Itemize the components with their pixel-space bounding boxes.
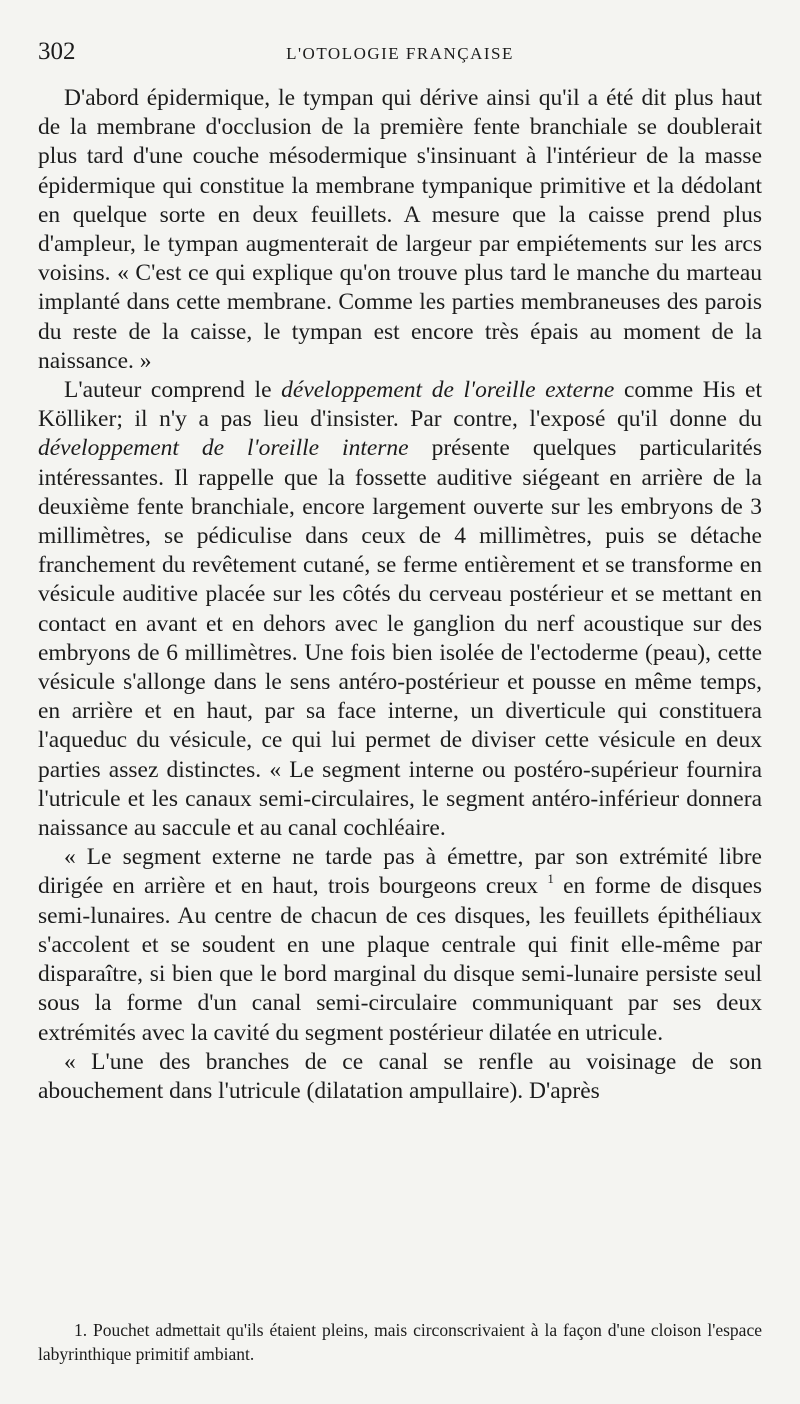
text-run: en forme de disques semi-lunaires. Au centre de chacun de ces disques, les feuillets épithéliaux s'accolent et se soudent en une plaque centrale qui finit elle-même par disparaître, si bien que le bord marginal du disque semi-lunaire persiste seul sous la forme d'un canal semi-circulaire communiquant par ses deux extrémités avec la cavité du segment postérieur dilatée en utricule. bbox=[38, 873, 762, 1046]
text-run: L'auteur comprend le bbox=[64, 377, 282, 404]
text-run: présente quelques particularités intéressantes. Il rappelle que la fossette auditive siégeant en arrière de la deuxième fente branchiale, encore largement ouverte sur les embryons de 3 millimètres, se pédiculise dans ceux de 4 millimètres, puis se détache franchement du revêtement cutané, se ferme entièrement et se transforme en vésicule auditive placée sur les côtés du cerveau postérieur et se mettant en contact en avant et en dehors avec le ganglion du nerf acoustique sur des embryons de 6 millimètres. Une fois bien isolée de l'ectoderme (peau), cette vésicule s'allonge dans le sens antéro-postérieur et pousse en même temps, en arrière et en haut, par sa face interne, un diverticule qui constituera l'aqueduc du vésicule, ce qui lui permet de diviser cette vésicule en deux parties assez distinctes. « Le segment interne ou postéro-supérieur fournira l'utricule et les canaux semi-circulaires, le segment antéro-inférieur donnera naissance au saccule et au canal cochléaire. bbox=[38, 435, 762, 842]
text-run: comme His et Kölliker; il n'y a pas lieu d'insister. Par contre, l'exposé qu'il donne du bbox=[38, 377, 762, 433]
footnote-paragraph bbox=[38, 1318, 762, 1366]
paragraph-p1 bbox=[38, 84, 762, 376]
page-number: 302 bbox=[38, 38, 76, 65]
italic-phrase: développement de l'oreille interne bbox=[38, 435, 409, 462]
paragraph-p4 bbox=[38, 1048, 762, 1106]
italic-phrase: développement de l'oreille externe bbox=[281, 377, 615, 404]
paragraph-p3 bbox=[38, 843, 762, 1047]
footnote bbox=[38, 1318, 762, 1366]
footnote-text: Pouchet admettait qu'ils étaient pleins, mais circonscrivaient à la façon d'une cloison l'espace labyrinthique primitif ambiant. bbox=[38, 1320, 762, 1364]
paragraph-p2 bbox=[38, 376, 762, 843]
running-title: L'OTOLOGIE FRANÇAISE bbox=[286, 44, 514, 63]
text-run: « Le segment externe ne tarde pas à émettre, par son extrémité libre dirigée en arrière et en haut, trois bourgeons creux bbox=[38, 844, 762, 900]
footnote-reference: 1 bbox=[547, 871, 554, 887]
text-run: D'abord épidermique, le tympan qui dérive ainsi qu'il a été dit plus haut de la membrane d'occlusion de la première fente branchiale se doublerait plus tard d'une couche mésodermique s'insinuant à l'intérieur de la masse épidermique qui constitue la membrane tympanique primitive et la dédolant en quelque sorte en deux feuillets. A mesure que la caisse prend plus d'ampleur, le tympan augmenterait de largeur par empiétements sur les arcs voisins. « C'est ce qui explique qu'on trouve plus tard le manche du marteau implanté dans cette membrane. Comme les parties membraneuses des parois du reste de la caisse, le tympan est encore très épais au moment de la naissance. » bbox=[38, 85, 762, 374]
footnote-number: 1. bbox=[74, 1320, 88, 1340]
page-header bbox=[38, 38, 762, 68]
body-text bbox=[38, 84, 762, 1106]
text-run: « L'une des branches de ce canal se renfle au voisinage de son abouchement dans l'utricule (dilatation ampullaire). D'après bbox=[38, 1048, 762, 1104]
